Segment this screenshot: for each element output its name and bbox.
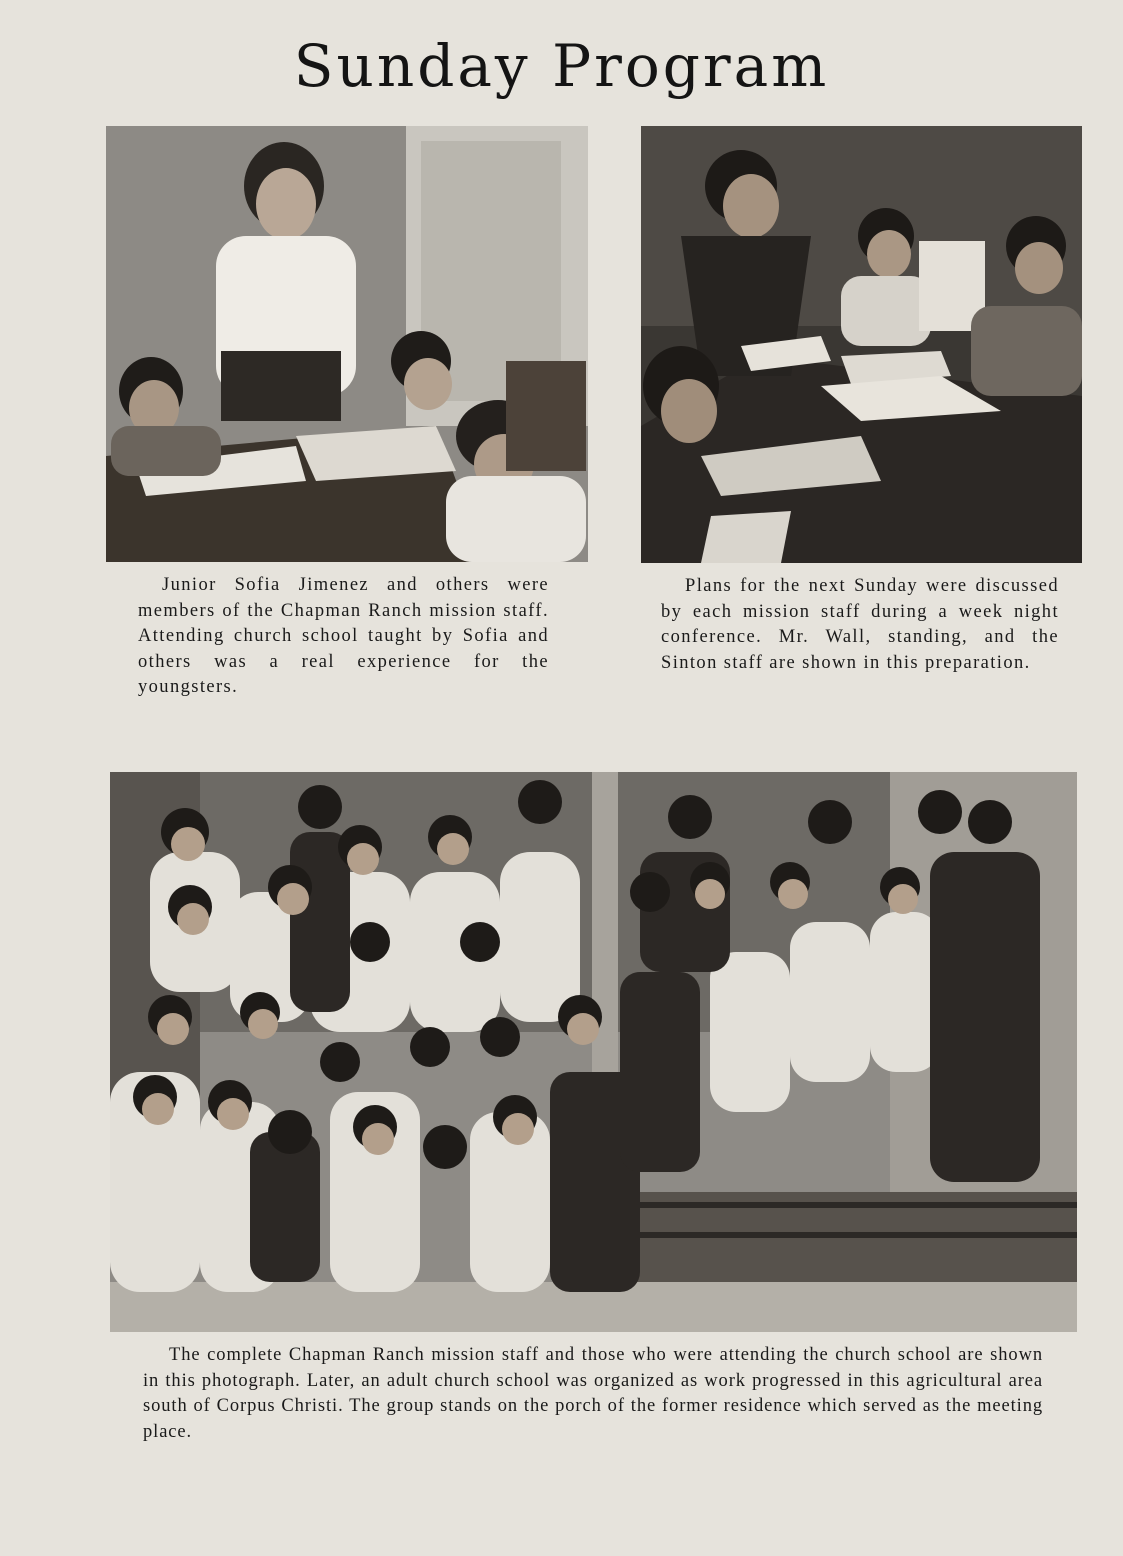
caption-classroom: Junior Sofia Jimenez and others were members of the Chapman Ranch mission staff. Attending church school taught by Sofia and others was a real experience for the youngsters.: [138, 575, 549, 697]
photo-classroom: [106, 126, 588, 562]
photo-conference: [641, 126, 1082, 563]
photo-group-porch: [110, 772, 1077, 1332]
page-title: Sunday Program: [293, 32, 830, 100]
caption-group-porch: The complete Chapman Ranch mission staff and those who were attending the church school are shown in this photograph. Later, an adult church school was organized as work progressed in this agricultural area south of Corpus Christi. The group stands on the porch of the former residence which served as the meeting place.: [143, 1345, 1043, 1442]
caption-conference: Plans for the next Sunday were discussed by each mission staff during a week night conference. Mr. Wall, standing, and the Sinton staff are shown in this preparation.: [661, 576, 1059, 673]
